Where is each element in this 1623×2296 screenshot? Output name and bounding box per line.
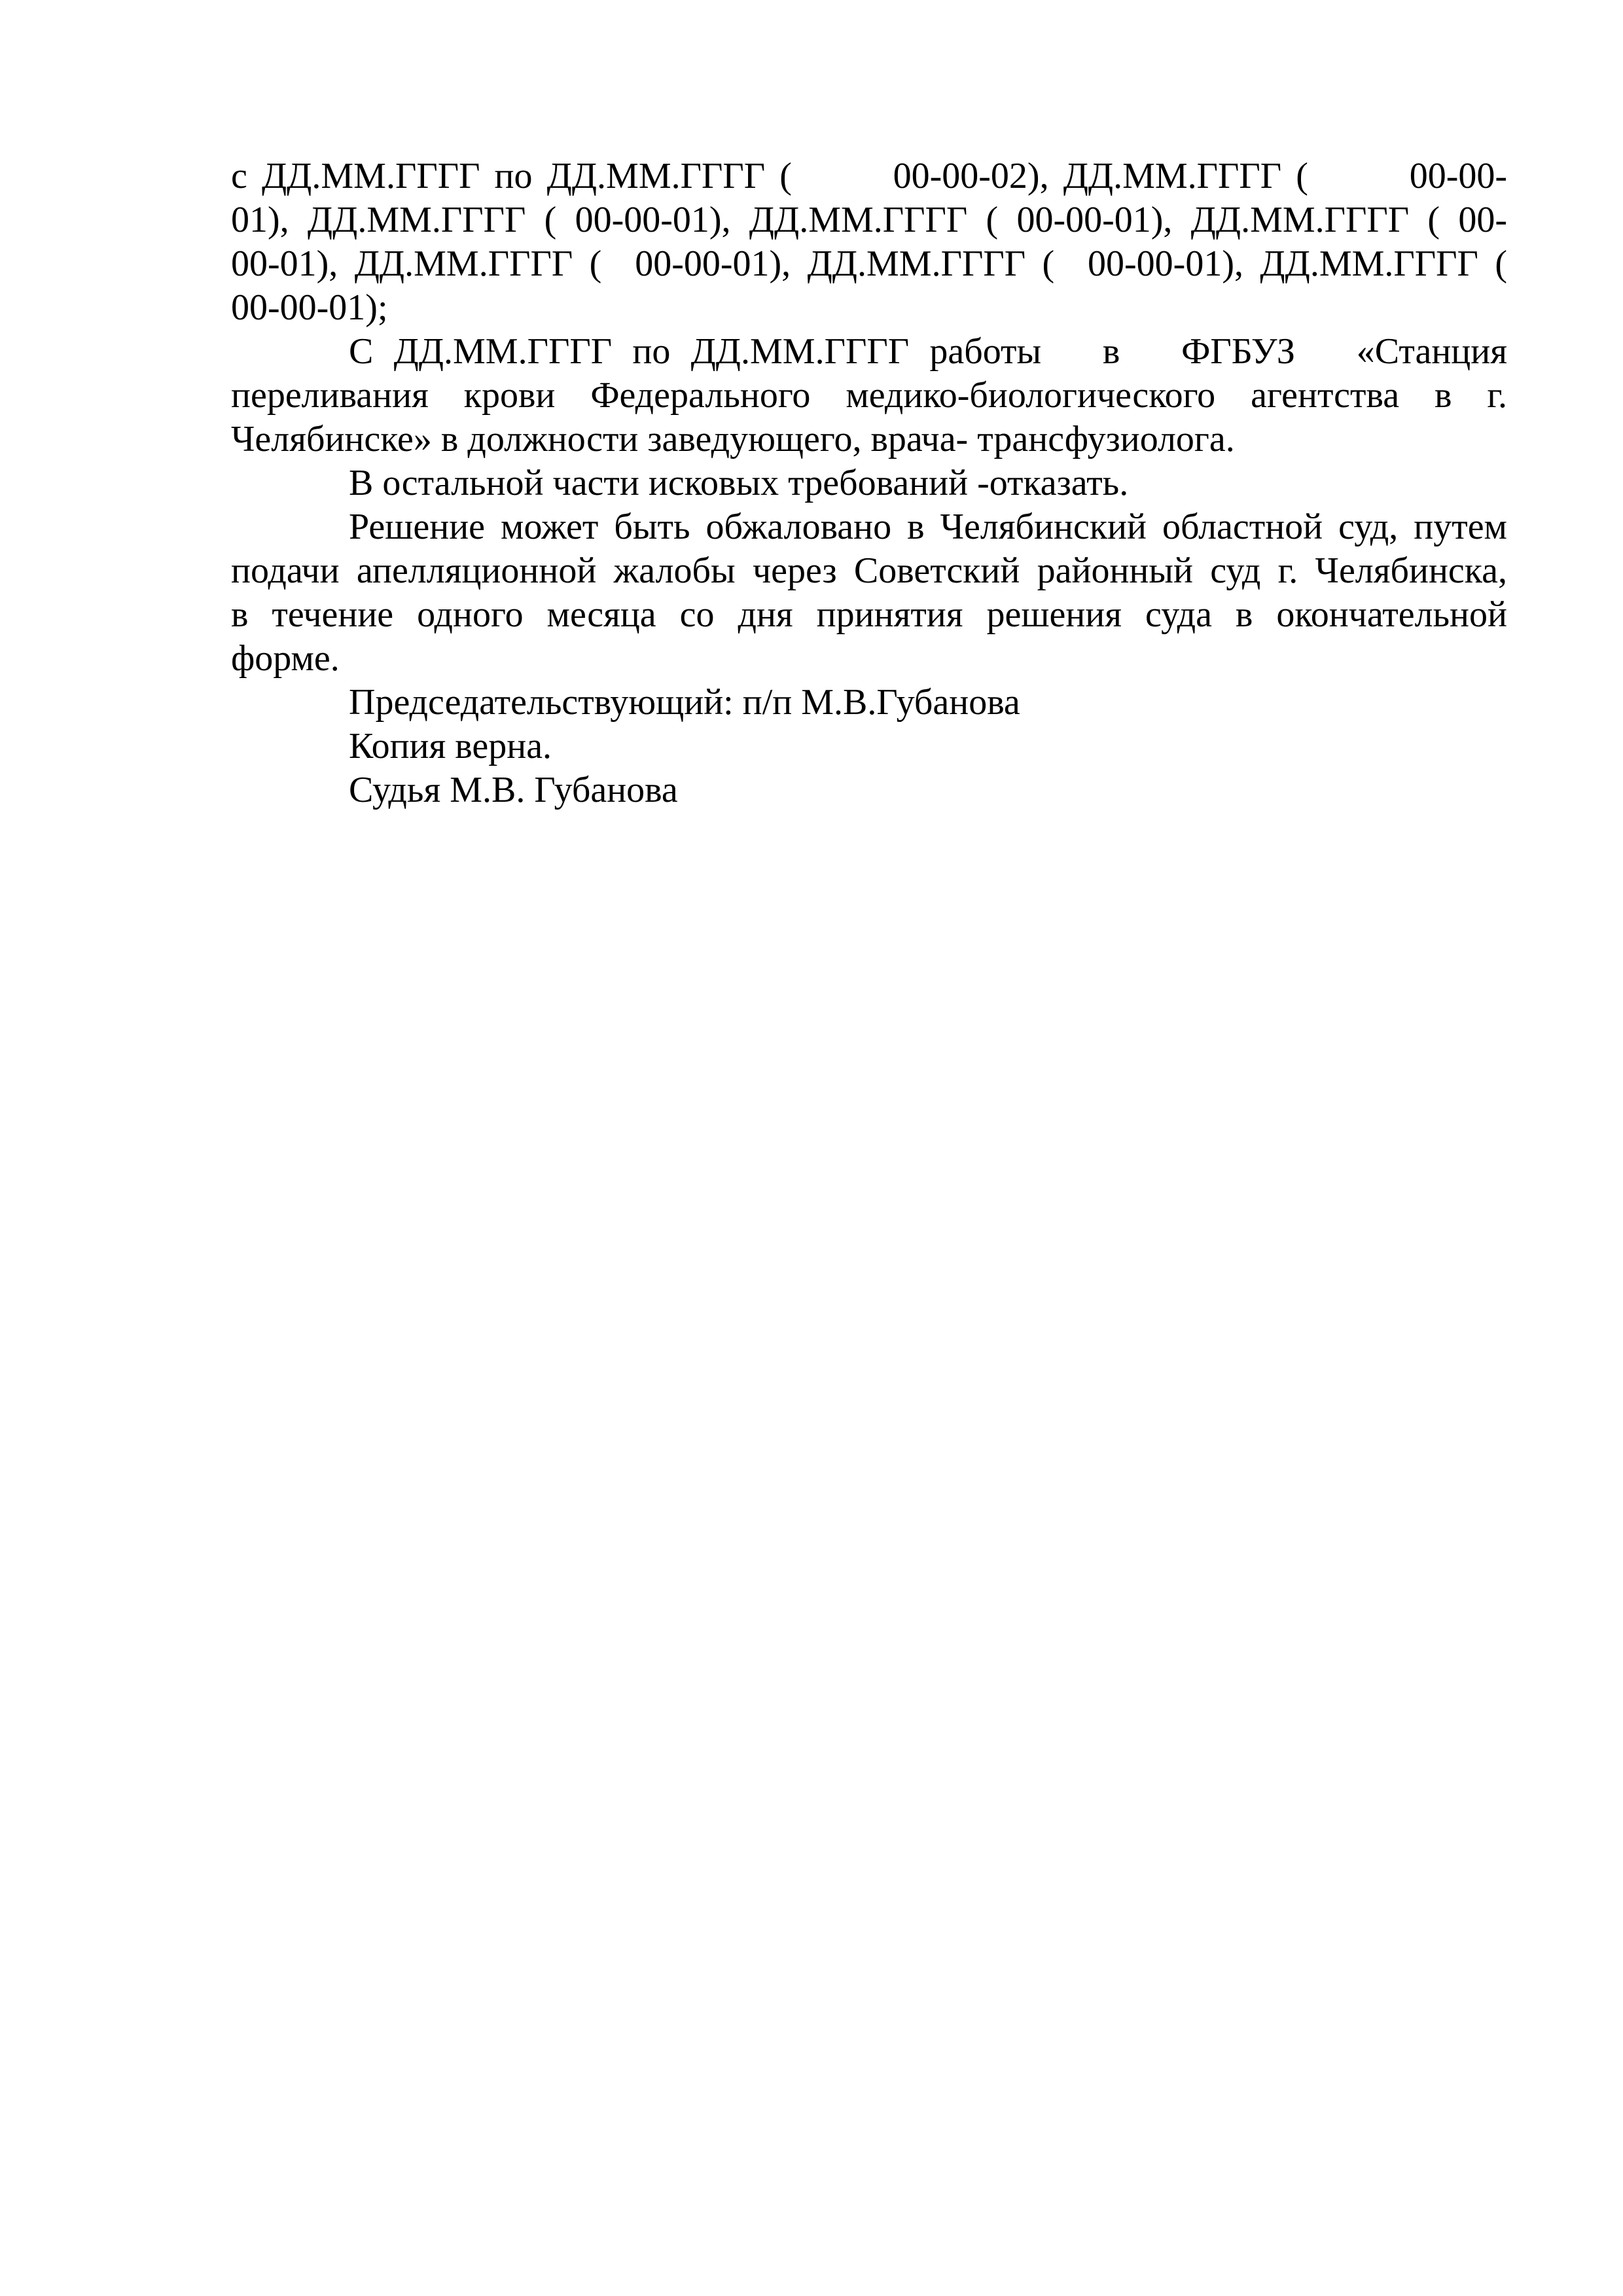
- text-line: 00-00-01);: [231, 287, 388, 328]
- paragraph: [231, 505, 1507, 681]
- text-line: форме.: [231, 638, 340, 679]
- paragraph: [231, 154, 1507, 330]
- text-line: Председательствующий: п/п М.В.Губанова: [349, 682, 1020, 723]
- text-line: 01), ДД.ММ.ГГГГ ( 00-00-01), ДД.ММ.ГГГГ ( 00-00-01), ДД.ММ.ГГГГ ( 00-: [231, 200, 1507, 240]
- text-line: С ДД.ММ.ГГГГ по ДД.ММ.ГГГГ работы в ФГБУЗ «Станция: [349, 331, 1507, 372]
- document-text: [231, 154, 1507, 812]
- text-line: с ДД.ММ.ГГГГ по ДД.ММ.ГГГГ ( 00-00-02), ДД.ММ.ГГГГ ( 00-00-: [231, 156, 1507, 196]
- paragraph: [231, 725, 1507, 768]
- text-line: Копия верна.: [349, 726, 552, 766]
- text-line: переливания крови Федерального медико-биологического агентства в г.: [231, 375, 1507, 416]
- paragraph: [231, 330, 1507, 461]
- paragraph: [231, 768, 1507, 812]
- text-line: Решение может быть обжаловано в Челябинский областной суд, путем: [349, 507, 1507, 547]
- text-line: 00-01), ДД.ММ.ГГГГ ( 00-00-01), ДД.ММ.ГГГГ ( 00-00-01), ДД.ММ.ГГГГ (: [231, 243, 1507, 284]
- text-line: подачи апелляционной жалобы через Советский районный суд г. Челябинска,: [231, 550, 1507, 591]
- text-line: В остальной части исковых требований -отказать.: [349, 463, 1129, 503]
- text-line: Челябинске» в должности заведующего, врача- трансфузиолога.: [231, 419, 1235, 459]
- paragraph: [231, 461, 1507, 505]
- text-line: в течение одного месяца со дня принятия решения суда в окончательной: [231, 594, 1507, 635]
- text-line: Судья М.В. Губанова: [349, 770, 678, 810]
- paragraph: [231, 681, 1507, 725]
